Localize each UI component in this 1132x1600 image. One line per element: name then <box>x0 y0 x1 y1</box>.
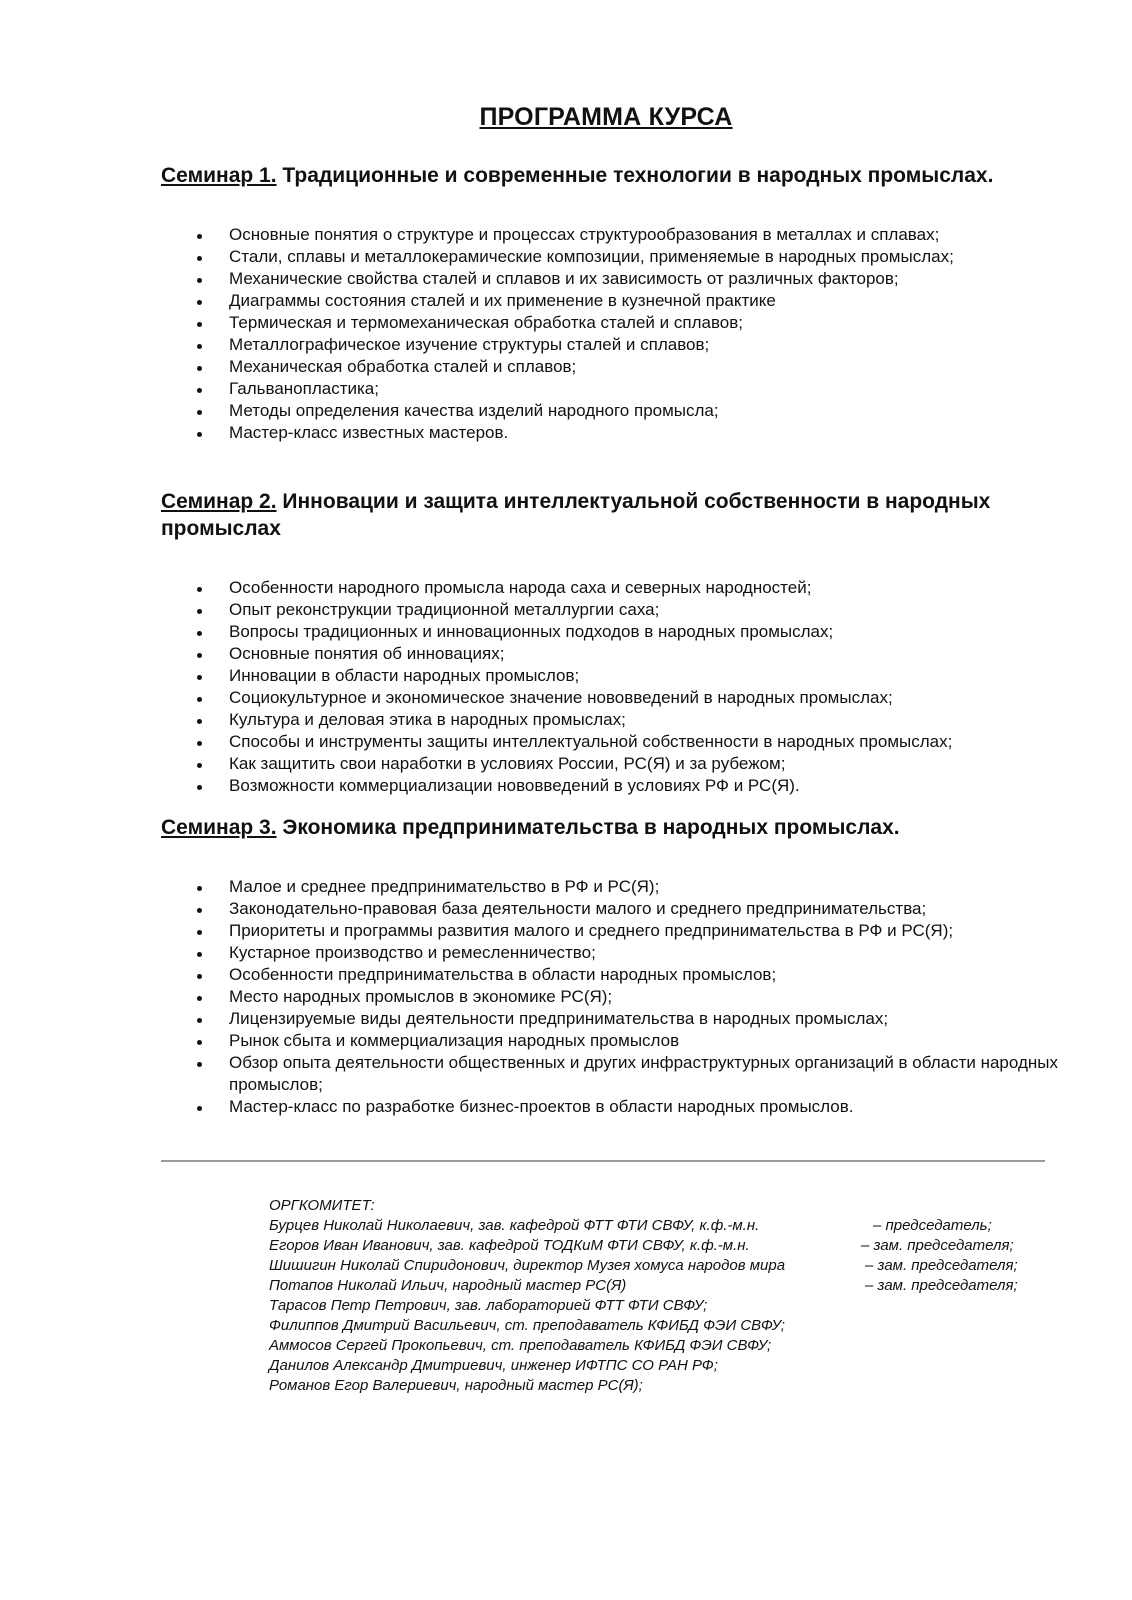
list-item: Основные понятия о структуре и процессах структурообразования в металлах и сплавах; <box>161 224 1059 246</box>
member-role: – зам. председателя; <box>865 1277 1018 1294</box>
seminar-heading <box>161 488 1061 542</box>
list-item: Металлографическое изучение структуры сталей и сплавов; <box>161 334 1059 356</box>
seminar-topic-list <box>161 224 1061 444</box>
list-item: Гальванопластика; <box>161 378 1059 400</box>
committee-member <box>269 1356 1069 1376</box>
list-item: Особенности предпринимательства в области народных промыслов; <box>161 964 1059 986</box>
member-name: Филиппов Дмитрий Васильевич, ст. преподаватель КФИБД ФЭИ СВФУ; <box>269 1317 785 1334</box>
seminar-number: Семинар 3. <box>161 816 277 839</box>
list-item: Рынок сбыта и коммерциализация народных промыслов <box>161 1030 1059 1052</box>
committee-member <box>269 1376 1069 1396</box>
list-item: Возможности коммерциализации нововведений в условиях РФ и РС(Я). <box>161 775 1059 797</box>
list-item: Инновации в области народных промыслов; <box>161 665 1059 687</box>
list-item: Механические свойства сталей и сплавов и их зависимость от различных факторов; <box>161 268 1059 290</box>
list-item: Методы определения качества изделий народного промысла; <box>161 400 1059 422</box>
member-role: – зам. председателя; <box>861 1237 1014 1254</box>
committee-member <box>269 1216 1069 1236</box>
member-name: Бурцев Николай Николаевич, зав. кафедрой ФТТ ФТИ СВФУ, к.ф.-м.н. <box>269 1217 760 1234</box>
committee-heading: ОРГКОМИТЕТ: <box>269 1197 375 1214</box>
committee-member <box>269 1276 1069 1296</box>
committee-member <box>269 1296 1069 1316</box>
seminar-heading <box>161 814 1061 841</box>
member-name: Романов Егор Валериевич, народный мастер РС(Я); <box>269 1377 643 1394</box>
seminar-title: Инновации и защита интеллектуальной собственности в народных промыслах <box>161 490 991 540</box>
seminar-title: Экономика предпринимательства в народных промыслах. <box>282 816 900 839</box>
seminar-number: Семинар 2. <box>161 490 277 513</box>
list-item: Культура и деловая этика в народных промыслах; <box>161 709 1059 731</box>
list-item: Место народных промыслов в экономике РС(Я); <box>161 986 1059 1008</box>
list-item: Диаграммы состояния сталей и их применение в кузнечной практике <box>161 290 1059 312</box>
list-item: Механическая обработка сталей и сплавов; <box>161 356 1059 378</box>
list-item: Как защитить свои наработки в условиях России, РС(Я) и за рубежом; <box>161 753 1059 775</box>
list-item: Социокультурное и экономическое значение нововведений в народных промыслах; <box>161 687 1059 709</box>
member-role: – зам. председателя; <box>865 1257 1018 1274</box>
list-item: Основные понятия об инновациях; <box>161 643 1059 665</box>
list-item: Стали, сплавы и металлокерамические композиции, применяемые в народных промыслах; <box>161 246 1059 268</box>
list-item: Способы и инструменты защиты интеллектуальной собственности в народных промыслах; <box>161 731 1059 753</box>
list-item: Лицензируемые виды деятельности предпринимательства в народных промыслах; <box>161 1008 1059 1030</box>
seminar-1 <box>161 162 1061 444</box>
member-name: Потапов Николай Ильич, народный мастер РС(Я) <box>269 1277 627 1294</box>
member-name: Егоров Иван Иванович, зав. кафедрой ТОДКиМ ФТИ СВФУ, к.ф.-м.н. <box>269 1237 750 1254</box>
committee-member <box>269 1336 1069 1356</box>
committee-member <box>269 1316 1069 1336</box>
seminar-2 <box>161 488 1061 797</box>
member-name: Шишигин Николай Спиридонович, директор Музея хомуса народов мира <box>269 1257 786 1274</box>
organizing-committee <box>269 1196 1069 1396</box>
list-item: Мастер-класс по разработке бизнес-проектов в области народных промыслов. <box>161 1096 1059 1118</box>
list-item: Вопросы традиционных и инновационных подходов в народных промыслах; <box>161 621 1059 643</box>
seminar-number: Семинар 1. <box>161 164 277 187</box>
section-divider <box>161 1160 1045 1162</box>
seminar-3 <box>161 814 1061 1118</box>
seminar-heading <box>161 162 1061 189</box>
list-item: Опыт реконструкции традиционной металлургии саха; <box>161 599 1059 621</box>
list-item: Кустарное производство и ремесленничество; <box>161 942 1059 964</box>
list-item: Мастер-класс известных мастеров. <box>161 422 1059 444</box>
list-item: Законодательно-правовая база деятельности малого и среднего предпринимательства; <box>161 898 1059 920</box>
list-item: Обзор опыта деятельности общественных и других инфраструктурных организаций в области народных промыслов; <box>161 1052 1059 1096</box>
member-name: Аммосов Сергей Прокопьевич, ст. преподаватель КФИБД ФЭИ СВФУ; <box>269 1337 772 1354</box>
list-item: Малое и среднее предпринимательство в РФ и РС(Я); <box>161 876 1059 898</box>
list-item: Термическая и термомеханическая обработка сталей и сплавов; <box>161 312 1059 334</box>
list-item: Приоритеты и программы развития малого и среднего предпринимательства в РФ и РС(Я); <box>161 920 1059 942</box>
member-role: – председатель; <box>873 1217 992 1234</box>
seminar-title: Традиционные и современные технологии в народных промыслах. <box>282 164 994 187</box>
seminar-topic-list <box>161 876 1061 1118</box>
committee-member <box>269 1236 1069 1256</box>
committee-member <box>269 1256 1069 1276</box>
member-name: Тарасов Петр Петрович, зав. лабораторией ФТТ ФТИ СВФУ; <box>269 1297 708 1314</box>
seminar-topic-list <box>161 577 1061 797</box>
member-name: Данилов Александр Дмитриевич, инженер ИФТПС СО РАН РФ; <box>269 1357 718 1374</box>
page-title: ПРОГРАММА КУРСА <box>479 103 733 131</box>
list-item: Особенности народного промысла народа саха и северных народностей; <box>161 577 1059 599</box>
